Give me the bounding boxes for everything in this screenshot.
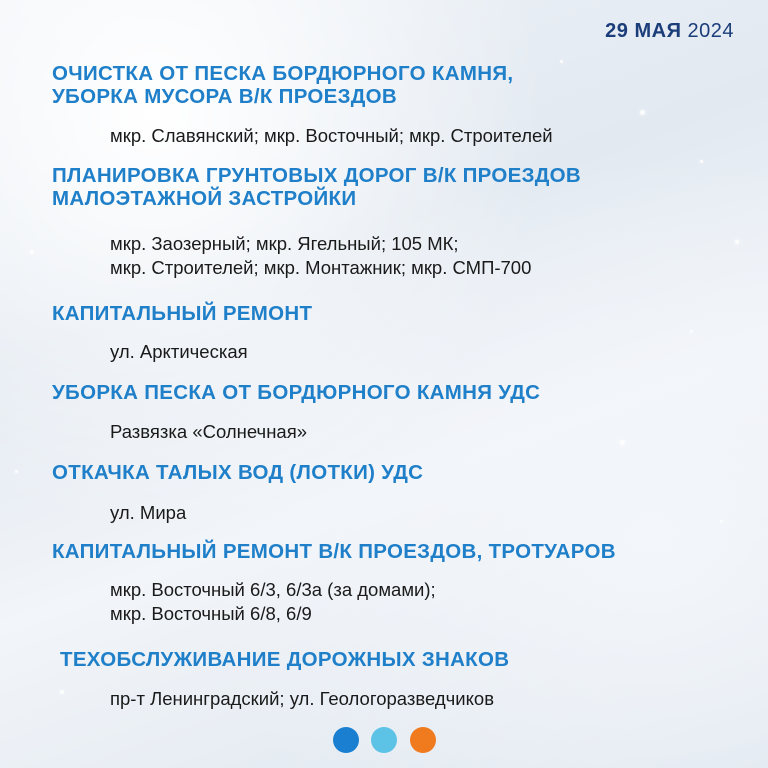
orange-dot-icon: [410, 727, 436, 753]
section-body: мкр. Восточный 6/3, 6/3а (за домами); мкр. Восточный 6/8, 6/9: [110, 579, 436, 624]
section-title: КАПИТАЛЬНЫЙ РЕМОНТ: [52, 302, 313, 325]
light-blue-dot-icon: [371, 727, 397, 753]
section-body: мкр. Славянский; мкр. Восточный; мкр. Строителей: [110, 125, 553, 146]
section-title: ПЛАНИРОВКА ГРУНТОВЫХ ДОРОГ В/К ПРОЕЗДОВ МАЛОЭТАЖНОЙ ЗАСТРОЙКИ: [52, 164, 581, 210]
section-title: ОТКАЧКА ТАЛЫХ ВОД (ЛОТКИ) УДС: [52, 461, 424, 484]
section-body: пр-т Ленинградский; ул. Геологоразведчиков: [110, 688, 495, 709]
section-title: УБОРКА ПЕСКА ОТ БОРДЮРНОГО КАМНЯ УДС: [52, 381, 541, 404]
section-body: ул. Арктическая: [110, 341, 248, 362]
section-body: Развязка «Солнечная»: [110, 421, 308, 442]
date-label: [605, 20, 734, 43]
section-title: ТЕХОБСЛУЖИВАНИЕ ДОРОЖНЫХ ЗНАКОВ: [60, 648, 510, 671]
blue-dot-icon: [333, 727, 359, 753]
section-title: ОЧИСТКА ОТ ПЕСКА БОРДЮРНОГО КАМНЯ, УБОРКА МУСОРА В/К ПРОЕЗДОВ: [52, 62, 514, 108]
section-body: мкр. Заозерный; мкр. Ягельный; 105 МК; мкр. Строителей; мкр. Монтажник; мкр. СМП-700: [110, 233, 532, 278]
section-title: КАПИТАЛЬНЫЙ РЕМОНТ В/К ПРОЕЗДОВ, ТРОТУАРОВ: [52, 540, 616, 563]
date-day-month: 29 МАЯ: [605, 20, 682, 42]
date-year: 2024: [687, 20, 734, 42]
section-body: ул. Мира: [110, 502, 187, 523]
